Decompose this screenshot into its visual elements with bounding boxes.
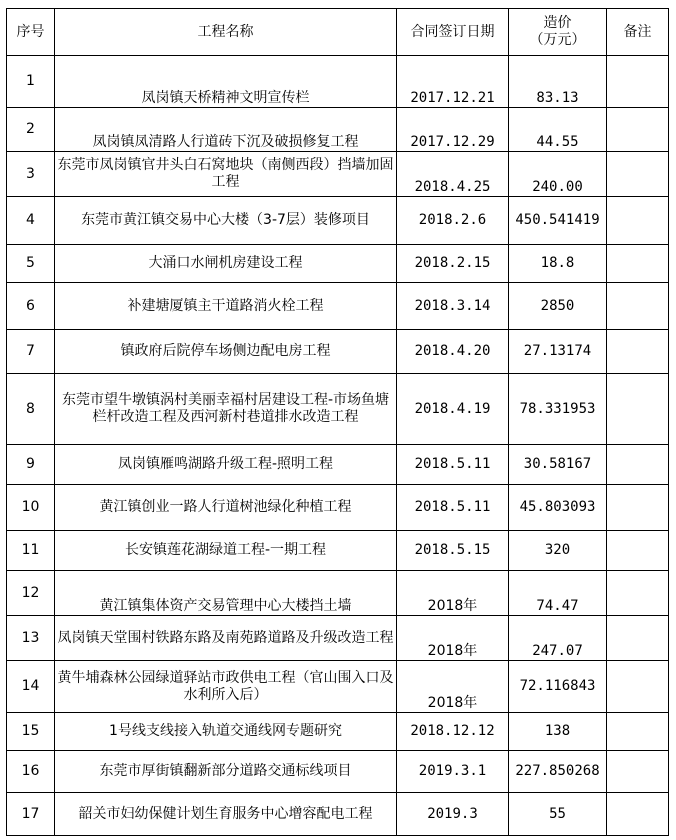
row-cost: 83.13 (509, 56, 607, 108)
row-project-name: 东莞市望牛墩镇涡村美丽幸福村居建设工程-市场鱼塘栏杆改造工程及西河新村巷道排水改造工程 (55, 374, 397, 445)
table-row (7, 445, 669, 485)
row-cost: 18.8 (509, 245, 607, 283)
header-cost (509, 9, 607, 56)
row-cost: 72.116843 (509, 661, 607, 713)
table-row (7, 661, 669, 713)
row-remark (607, 374, 669, 445)
row-cost: 55 (509, 793, 607, 836)
header-cost-line2: （万元） (529, 32, 586, 48)
row-remark (607, 531, 669, 571)
table-row (7, 330, 669, 374)
table-row (7, 616, 669, 661)
row-index: 1 (7, 56, 55, 108)
row-cost: 227.850268 (509, 751, 607, 793)
table-row (7, 197, 669, 245)
header-remark: 备注 (607, 9, 669, 56)
row-date: 2018.12.12 (397, 713, 509, 751)
row-date: 2018.3.14 (397, 283, 509, 330)
row-project-name: 长安镇莲花湖绿道工程-一期工程 (55, 531, 397, 571)
table-row (7, 245, 669, 283)
row-date: 2017.12.29 (397, 108, 509, 152)
row-remark (607, 616, 669, 661)
row-cost: 240.00 (509, 152, 607, 197)
row-project-name: 1号线支线接入轨道交通线网专题研究 (55, 713, 397, 751)
row-cost: 247.07 (509, 616, 607, 661)
row-index: 3 (7, 152, 55, 197)
row-cost: 450.541419 (509, 197, 607, 245)
row-remark (607, 245, 669, 283)
table-row (7, 108, 669, 152)
row-cost: 320 (509, 531, 607, 571)
row-index: 8 (7, 374, 55, 445)
row-cost: 27.13174 (509, 330, 607, 374)
row-project-name: 黄江镇创业一路人行道树池绿化种植工程 (55, 485, 397, 531)
row-remark (607, 485, 669, 531)
row-cost: 2850 (509, 283, 607, 330)
row-remark (607, 713, 669, 751)
row-date: 2018.5.11 (397, 445, 509, 485)
row-index: 10 (7, 485, 55, 531)
header-index: 序号 (7, 9, 55, 56)
header-date: 合同签订日期 (397, 9, 509, 56)
row-remark (607, 108, 669, 152)
table-row (7, 571, 669, 616)
row-date: 2018.4.25 (397, 152, 509, 197)
row-index: 6 (7, 283, 55, 330)
row-index: 16 (7, 751, 55, 793)
row-date: 2018年 (397, 571, 509, 616)
row-remark (607, 152, 669, 197)
row-date: 2018.5.11 (397, 485, 509, 531)
row-project-name: 东莞市凤岗镇官井头白石窝地块（南侧西段）挡墙加固工程 (55, 152, 397, 197)
row-remark (607, 56, 669, 108)
row-project-name: 凤岗镇天桥精神文明宣传栏 (55, 56, 397, 108)
row-date: 2018.2.6 (397, 197, 509, 245)
row-index: 11 (7, 531, 55, 571)
row-remark (607, 793, 669, 836)
row-project-name: 韶关市妇幼保健计划生育服务中心增容配电工程 (55, 793, 397, 836)
table-row (7, 531, 669, 571)
row-cost: 45.803093 (509, 485, 607, 531)
row-index: 4 (7, 197, 55, 245)
row-remark (607, 661, 669, 713)
row-project-name: 镇政府后院停车场侧边配电房工程 (55, 330, 397, 374)
row-cost: 44.55 (509, 108, 607, 152)
table-header-row (7, 9, 669, 56)
row-index: 5 (7, 245, 55, 283)
row-date: 2018.2.15 (397, 245, 509, 283)
header-cost-line1: 造价 (543, 15, 572, 31)
table-row (7, 152, 669, 197)
row-date: 2017.12.21 (397, 56, 509, 108)
table-row (7, 793, 669, 836)
table-row (7, 283, 669, 330)
row-date: 2018.4.20 (397, 330, 509, 374)
table-row (7, 56, 669, 108)
table-row (7, 485, 669, 531)
row-index: 9 (7, 445, 55, 485)
row-cost: 30.58167 (509, 445, 607, 485)
table-row (7, 751, 669, 793)
row-remark (607, 283, 669, 330)
row-date: 2019.3.1 (397, 751, 509, 793)
row-project-name: 凤岗镇天堂围村铁路东路及南苑路道路及升级改造工程 (55, 616, 397, 661)
row-index: 17 (7, 793, 55, 836)
row-remark (607, 330, 669, 374)
row-cost: 78.331953 (509, 374, 607, 445)
row-project-name: 大涌口水闸机房建设工程 (55, 245, 397, 283)
row-date: 2018年 (397, 661, 509, 713)
row-date: 2018年 (397, 616, 509, 661)
row-index: 12 (7, 571, 55, 616)
row-index: 13 (7, 616, 55, 661)
table-row (7, 713, 669, 751)
table-row (7, 374, 669, 445)
row-date: 2018.4.19 (397, 374, 509, 445)
row-project-name: 凤岗镇雁鸣湖路升级工程-照明工程 (55, 445, 397, 485)
row-index: 15 (7, 713, 55, 751)
row-cost: 74.47 (509, 571, 607, 616)
row-remark (607, 751, 669, 793)
project-table (6, 8, 669, 836)
row-date: 2018.5.15 (397, 531, 509, 571)
header-name: 工程名称 (55, 9, 397, 56)
row-project-name: 凤岗镇凤清路人行道砖下沉及破损修复工程 (55, 108, 397, 152)
row-index: 7 (7, 330, 55, 374)
row-remark (607, 197, 669, 245)
row-index: 14 (7, 661, 55, 713)
row-remark (607, 445, 669, 485)
row-project-name: 东莞市厚街镇翻新部分道路交通标线项目 (55, 751, 397, 793)
row-project-name: 黄江镇集体资产交易管理中心大楼挡土墙 (55, 571, 397, 616)
row-project-name: 补建塘厦镇主干道路消火栓工程 (55, 283, 397, 330)
row-remark (607, 571, 669, 616)
row-date: 2019.3 (397, 793, 509, 836)
row-cost: 138 (509, 713, 607, 751)
row-project-name: 黄牛埔森林公园绿道驿站市政供电工程（官山围入口及水利所入后） (55, 661, 397, 713)
row-index: 2 (7, 108, 55, 152)
row-project-name: 东莞市黄江镇交易中心大楼（3-7层）装修项目 (55, 197, 397, 245)
